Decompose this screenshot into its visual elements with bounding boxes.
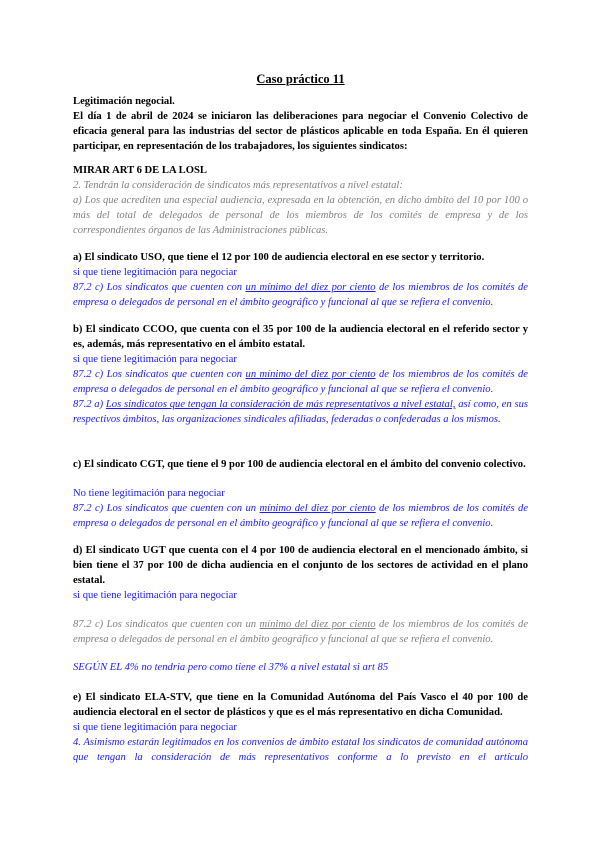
citation-underlined: un mínimo del diez por ciento (245, 282, 376, 293)
reference-line-2: a) Los que acrediten una especial audiencia, expresada en la obtención, en dicho ámbito del 10 por 100 o más del total de delegados de personal de los miembros de los comités de empresa y de los correspondientes órganos de las Administraciones públicas. (73, 195, 528, 236)
citation-underlined: mínimo del diez por ciento (259, 503, 376, 514)
citation-text: 87.2 a) (73, 399, 106, 410)
citation-underlined: mínimo del diez por ciento (259, 619, 376, 630)
intro-paragraph: El día 1 de abril de 2024 se iniciaron las deliberaciones para negociar el Convenio Colectivo de eficacia general para las industrias del sector de plásticos aplicable en toda España. En él quieren participar, en representación de los trabajadores, los siguientes sindicatos: (73, 111, 528, 152)
case-e-question: e) El sindicato ELA-STV, que tiene en la Comunidad Autónoma del País Vasco el 40 por 100 de audiencia electoral en el sector de plásticos y que es el más representativo en dicha Comunidad. (73, 692, 528, 718)
citation-text: 87.2 c) Los sindicatos que cuenten con un (73, 503, 260, 514)
case-d-citation (73, 617, 528, 647)
case-a-citation (73, 280, 528, 310)
subtitle: Legitimación negocial. (73, 96, 175, 107)
case-b-question: b) El sindicato CCOO, que cuenta con el 35 por 100 de la audiencia electoral en el referido sector y es, además, más representativo en el ámbito estatal. (73, 324, 528, 350)
citation-underlined: un mínimo del diez por ciento (245, 369, 376, 380)
citation-text: de los miembros de los comités de empresa o delegados de personal en el ámbito geográfico y funcional al que se refiera el convenio. (73, 369, 528, 395)
case-d-note: SEGÚN EL 4% no tendria pero como tiene el 37% a nivel estatal si art 85 (73, 662, 389, 673)
case-d-question: d) El sindicato UGT que cuenta con el 4 por 100 de audiencia electoral en el mencionado ámbito, si bien tiene el 37 por 100 de dicha audiencia en el conjunto de los sectores de actividad en el plano estatal. (73, 545, 528, 586)
citation-text: así como, en sus respectivos ámbitos, las organizaciones sindicales afiliadas, federadas o confederadas a los mismos. (73, 399, 528, 425)
case-b-answer: si que tiene legitimación para negociar (73, 354, 237, 365)
case-b-citation-2 (73, 397, 528, 427)
citation-text: de los miembros de los comités de empresa o delegados de personal en el ámbito geográfico y funcional al que se refiera el convenio. (73, 503, 529, 529)
citation-text: 87.2 c) Los sindicatos que cuenten con (73, 369, 246, 380)
case-c-citation (73, 501, 528, 531)
page-title: Caso práctico 11 (256, 72, 345, 86)
citation-text: 87.2 c) Los sindicatos que cuenten con (73, 282, 246, 293)
reference-heading: MIRAR ART 6 DE LA LOSL (73, 165, 207, 176)
case-a-answer: si que tiene legitimación para negociar (73, 267, 237, 278)
citation-text: de los miembros de los comités de empresa o delegados de personal en el ámbito geográfico y funcional al que se refiera el convenio. (73, 619, 529, 645)
case-b-citation (73, 367, 528, 397)
reference-line-1: 2. Tendrán la consideración de sindicatos más representativos a nivel estatal: (73, 180, 403, 191)
case-a-question: a) El sindicato USO, que tiene el 12 por 100 de audiencia electoral en ese sector y territorio. (73, 252, 485, 263)
citation-text: 87.2 c) Los sindicatos que cuenten con un (73, 619, 260, 630)
citation-underlined: Los sindicatos que tengan la consideración de más representativos a nivel estatal, (105, 399, 456, 410)
case-c-question: c) El sindicato CGT, que tiene el 9 por 100 de audiencia electoral en el ámbito del convenio colectivo. (73, 459, 526, 470)
case-e-citation: 4. Asimismo estarán legitimados en los convenios de ámbito estatal los sindicatos de comunidad autónoma que tengan la consideración de más representativos conforme a lo previsto en el artículo (73, 737, 528, 763)
case-e-answer: si que tiene legitimación para negociar (73, 722, 237, 733)
case-c-answer: No tiene legitimación para negociar (73, 488, 225, 499)
case-d-answer: si que tiene legitimación para negociar (73, 590, 237, 601)
citation-text: de los miembros de los comités de empresa o delegados de personal en el ámbito geográfico y funcional al que se refiera el convenio. (73, 282, 528, 308)
